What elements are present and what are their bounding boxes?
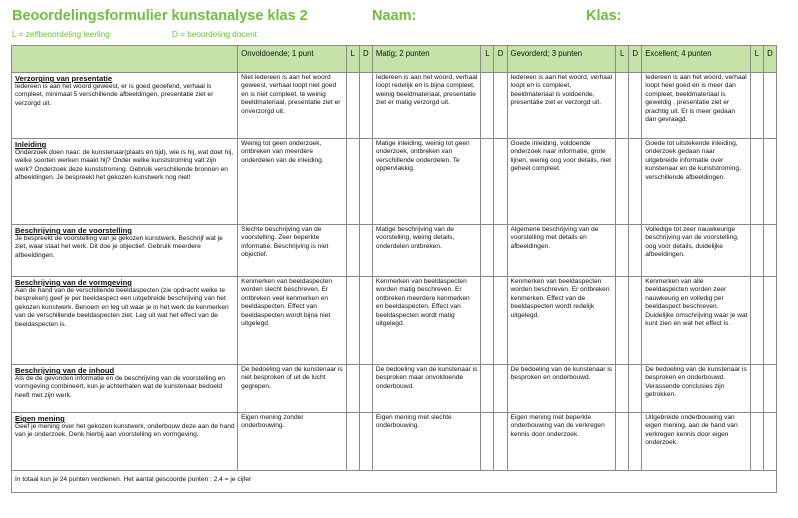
criterion-cell — [12, 413, 238, 471]
teacher-score-cell[interactable] — [763, 277, 776, 365]
level-2-description: Matige beschrijving van de voorstelling, weinig details, onderdelen ontbreken. — [372, 225, 481, 277]
footer-row — [12, 471, 777, 493]
level-2-description: Kenmerken van beeldaspecten worden matig beschreven. Er ontbreken meerdere kenmerken en beeldaspecten. Effect van beeldaspecten wordt matig uitgelegd. — [372, 277, 481, 365]
criterion-description: Onderzoek doen naar: de kunstenaar(plaats en tijd), wie is hij, wat doet hij, welke soorten werken maakt hij? Onder welke kunststroming valt zijn werk? Onderzoek deze kunststroming. Gebruik verschillende bronnen en afbeeldingen. Je bespreekt het gekozen kunstwerk nog niet! — [15, 149, 234, 182]
level-1-description: Kenmerken van beeldaspecten worden slecht beschreven. Er ontbreken veel kenmerken en beeldaspecten. Effect van beeldaspecten wordt bijna niet uitgelegd. — [238, 277, 347, 365]
teacher-score-cell[interactable] — [763, 225, 776, 277]
level-4-description: De bedoeling van de kunstenaar is besproken en onderbouwd. Verassende conclusies zijn getrokken. — [642, 365, 751, 413]
student-score-cell[interactable] — [346, 365, 359, 413]
teacher-score-cell[interactable] — [494, 365, 507, 413]
teacher-score-cell[interactable] — [763, 365, 776, 413]
criterion-row — [12, 365, 777, 413]
level-1-description: De bedoeling van de kunstenaar is niet besproken of uit de lucht gegrepen. — [238, 365, 347, 413]
student-score-cell[interactable] — [750, 225, 763, 277]
criterion-title: Beschrijving van de voorstelling — [15, 226, 132, 235]
criterion-cell — [12, 225, 238, 277]
rubric-body — [12, 73, 777, 471]
header-level-4: Excellent; 4 punten — [642, 46, 751, 73]
level-2-description: Matige inleiding, weinig tot geen onderzoek, ontbreken van verschillende onderdelen. Te oppervlakkig. — [372, 139, 481, 225]
teacher-score-cell[interactable] — [359, 139, 372, 225]
criterion-cell — [12, 277, 238, 365]
header-l: L — [346, 46, 359, 73]
criterion-title: Inleiding — [15, 140, 47, 149]
level-4-description: Goede tot uitstekende inleiding, onderzoek gedaan naar uitgebreide informatie over kunstenaar en de kunststroming, verschillende afbeeldingen. — [642, 139, 751, 225]
teacher-score-cell[interactable] — [629, 139, 642, 225]
level-3-description: Goede inleiding, voldoende onderzoek naar informatie, grote lijnen, weinig oog voor details, niet geheel compleet. — [507, 139, 616, 225]
level-2-description: De bedoeling van de kunstenaar is besproken maar onvoldoende onderbouwd. — [372, 365, 481, 413]
teacher-score-cell[interactable] — [494, 73, 507, 139]
student-score-cell[interactable] — [750, 277, 763, 365]
level-1-description: Eigen mening zonder onderbouwing. — [238, 413, 347, 471]
level-4-description: Volledige tot zeer nauwkeurige beschrijving van de voorstelling, oog voor details, duidelijke afbeeldingen. — [642, 225, 751, 277]
header-level-3: Gevorderd; 3 punten — [507, 46, 616, 73]
scoring-note: In totaal kun je 24 punten verdienen. Het aantal gescoorde punten : 2,4 = je cijfer — [12, 471, 777, 493]
teacher-score-cell[interactable] — [629, 413, 642, 471]
level-4-description: Uitgebreide onderbouwing van eigen mening, aan de hand van verkregen kennis door eigen onderzoek. — [642, 413, 751, 471]
criterion-cell — [12, 365, 238, 413]
level-3-description: Iedereen is aan het woord, verhaal loopt en is compleet, beeldmateriaal is voldoende, presentatie ziet er verzorgd uit. — [507, 73, 616, 139]
header-l: L — [750, 46, 763, 73]
student-score-cell[interactable] — [750, 139, 763, 225]
name-label: Naam: — [372, 8, 417, 24]
teacher-score-cell[interactable] — [629, 73, 642, 139]
level-1-description: Niet iedereen is aan het woord geweest, verhaal loopt niet goed en is niet compleet, te weinig beeldmateriaal, presentatie ziet er onverzorgd uit. — [238, 73, 347, 139]
student-score-cell[interactable] — [481, 139, 494, 225]
student-score-cell[interactable] — [346, 73, 359, 139]
criterion-description: Iedereen is aan het woord geweest, er is goed geoefend, verhaal is compleet, minimaal 5 verschillende afbeeldingen, presentatie ziet er verzorgd uit. — [15, 83, 214, 107]
teacher-score-cell[interactable] — [359, 413, 372, 471]
criterion-row — [12, 277, 777, 365]
criterion-row — [12, 413, 777, 471]
rubric-table — [11, 45, 777, 493]
student-score-cell[interactable] — [346, 277, 359, 365]
criterion-row — [12, 73, 777, 139]
level-1-description: Slechte beschrijving van de voorstelling. Zeer beperkte informatie. Beschrijving is niet objectief. — [238, 225, 347, 277]
student-score-cell[interactable] — [616, 139, 629, 225]
header-d: D — [494, 46, 507, 73]
criterion-title: Verzorging van presentatie — [15, 74, 113, 83]
student-score-cell[interactable] — [616, 413, 629, 471]
teacher-score-cell[interactable] — [763, 73, 776, 139]
criterion-row — [12, 139, 777, 225]
criterion-cell — [12, 139, 238, 225]
teacher-score-cell[interactable] — [494, 277, 507, 365]
student-score-cell[interactable] — [616, 365, 629, 413]
student-score-cell[interactable] — [616, 73, 629, 139]
level-3-description: Eigen mening met beperkte onderbouwing van de verkregen kennis door onderzoek. — [507, 413, 616, 471]
student-score-cell[interactable] — [481, 365, 494, 413]
header-level-1: Onvoldoende; 1 punt — [238, 46, 347, 73]
header-row — [12, 46, 777, 73]
student-score-cell[interactable] — [346, 225, 359, 277]
level-2-description: Eigen mening met slechte onderbouwing. — [372, 413, 481, 471]
header-l: L — [481, 46, 494, 73]
criterion-description: Geef je mening over het gekozen kunstwerk, onderbouw deze aan de hand van je onderzoek. Denk hierbij aan voorstelling en vormgeving. — [15, 423, 235, 439]
teacher-score-cell[interactable] — [359, 365, 372, 413]
level-3-description: De bedoeling van de kunstenaar is besproken en onderbouwd. — [507, 365, 616, 413]
level-2-description: Iedereen is aan het woord, verhaal loopt redelijk en is bijna compleet, weinig beeldmateriaal, presentatie ziet er matig verzorgd uit. — [372, 73, 481, 139]
form-title: Beoordelingsformulier kunstanalyse klas 2 — [12, 8, 308, 24]
student-score-cell[interactable] — [481, 413, 494, 471]
student-score-cell[interactable] — [750, 73, 763, 139]
student-score-cell[interactable] — [481, 73, 494, 139]
level-3-description: Algemene beschrijving van de voorstelling met details en afbeeldingen. — [507, 225, 616, 277]
student-score-cell[interactable] — [481, 277, 494, 365]
student-score-cell[interactable] — [750, 365, 763, 413]
teacher-score-cell[interactable] — [494, 225, 507, 277]
header-l: L — [616, 46, 629, 73]
teacher-score-cell[interactable] — [629, 277, 642, 365]
header-d: D — [629, 46, 642, 73]
teacher-score-cell[interactable] — [629, 365, 642, 413]
header-d: D — [359, 46, 372, 73]
student-score-cell[interactable] — [346, 413, 359, 471]
header-corner — [12, 46, 238, 73]
teacher-score-cell[interactable] — [494, 139, 507, 225]
teacher-score-cell[interactable] — [359, 277, 372, 365]
student-score-cell[interactable] — [616, 225, 629, 277]
criterion-description: Je bespreekt de voorstelling van je gekozen kunstwerk. Beschrijf wat je ziet, waar staat het werk. Dit doe je objectief. Gebruik meerdere afbeeldingen. — [15, 235, 223, 259]
criterion-description: Als de de gevonden informatie en de beschrijving van de voorstelling en vormgeving combineert, kun je achterhalen wat de kunstenaar bedoeld heeft met zijn werk. — [15, 375, 226, 399]
teacher-score-cell[interactable] — [629, 225, 642, 277]
legend-student: L = zelfbeoordeling leerling — [12, 30, 110, 39]
teacher-score-cell[interactable] — [763, 139, 776, 225]
teacher-score-cell[interactable] — [359, 73, 372, 139]
legend-teacher: D = beoordeling docent — [172, 30, 257, 39]
teacher-score-cell[interactable] — [359, 225, 372, 277]
class-label: Klas: — [586, 8, 622, 24]
teacher-score-cell[interactable] — [494, 413, 507, 471]
header-d: D — [763, 46, 776, 73]
student-score-cell[interactable] — [481, 225, 494, 277]
level-3-description: Kenmerken van beeldaspecten worden beschreven. Er ontbreken kenmerken. Effect van de beeldaspecten wordt redelijk uitgelegd. — [507, 277, 616, 365]
criterion-description: Aan de hand van de verschillende beeldaspecten (zie opdracht welke te bespreken) geef je per beeldaspect een uitgebreide beschrijving van het gekozen kunstwerk. Benoem en leg uit waar je in het werk de kenmerken van de verschillende beeldaspecten ziet. Leg uit wat het effect van de beeldaspecten is. — [15, 287, 229, 328]
level-4-description: Kenmerken van alle beeldaspecten worden zeer nauwkeurig en volledig per beeldaspect beschreven. Duidelijke omschrijving waar je wat kunt zien en wat het effect is. — [642, 277, 751, 365]
criterion-row — [12, 225, 777, 277]
criterion-title: Beschrijving van de vormgeving — [15, 278, 132, 287]
criterion-title: Eigen mening — [15, 414, 65, 423]
level-1-description: Weinig tot geen onderzoek, ontbreken van meerdere onderdelen van de inleiding. — [238, 139, 347, 225]
student-score-cell[interactable] — [616, 277, 629, 365]
teacher-score-cell[interactable] — [763, 413, 776, 471]
header-level-2: Matig; 2 punten — [372, 46, 481, 73]
student-score-cell[interactable] — [346, 139, 359, 225]
criterion-cell — [12, 73, 238, 139]
criterion-title: Beschrijving van de inhoud — [15, 366, 115, 375]
level-4-description: Iedereen is aan het woord, verhaal loopt heel goed en is meer dan compleet, beeldmateriaal is geweldig , presentatie ziet er prachtig uit. Er is meer gedaan dan gevraagd. — [642, 73, 751, 139]
student-score-cell[interactable] — [750, 413, 763, 471]
